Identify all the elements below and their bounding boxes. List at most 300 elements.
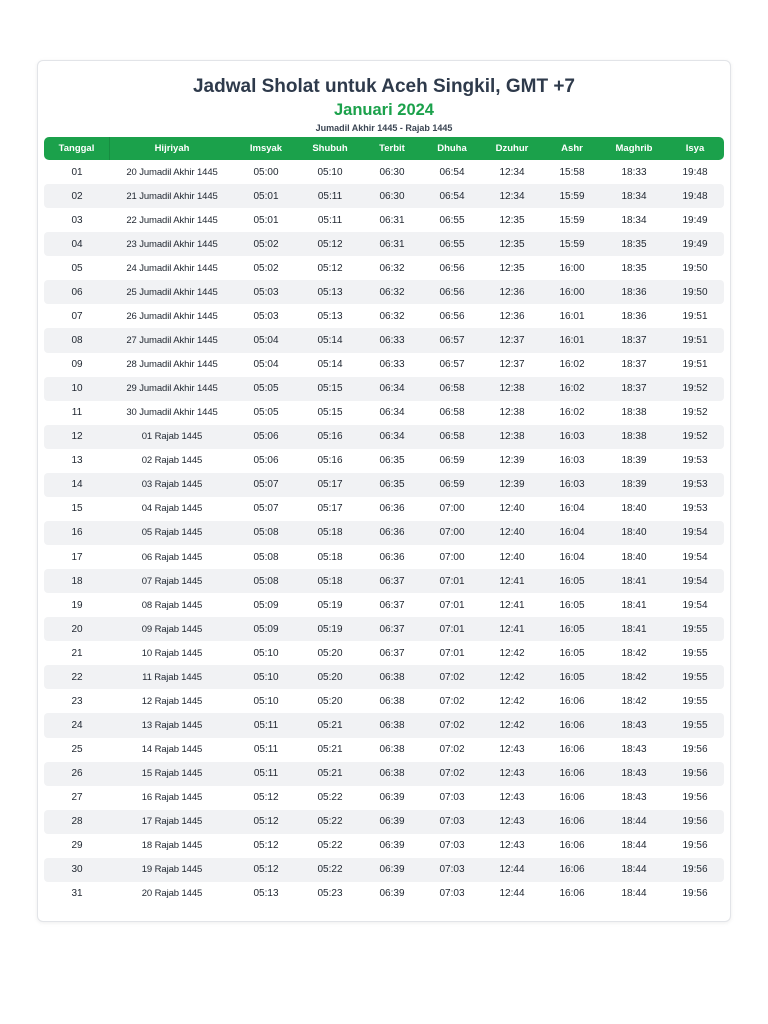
cell-dhuha: 06:58 bbox=[439, 407, 465, 419]
cell-shubuh: 05:20 bbox=[317, 647, 343, 659]
cell-maghrib: 18:42 bbox=[621, 647, 647, 659]
cell-dzuhur: 12:37 bbox=[499, 334, 525, 346]
cell-imsyak: 05:05 bbox=[253, 407, 279, 419]
cell-isya: 19:56 bbox=[682, 768, 708, 780]
table-row bbox=[44, 184, 724, 208]
cell-dzuhur: 12:43 bbox=[499, 768, 525, 780]
cell-dhuha: 06:57 bbox=[439, 334, 465, 346]
cell-tanggal: 10 bbox=[71, 383, 83, 395]
hijri-range: Jumadil Akhir 1445 - Rajab 1445 bbox=[315, 123, 453, 133]
cell-terbit: 06:37 bbox=[379, 623, 405, 635]
cell-ashr: 15:58 bbox=[559, 166, 585, 178]
cell-imsyak: 05:11 bbox=[253, 768, 279, 780]
cell-ashr: 16:04 bbox=[559, 527, 585, 539]
cell-imsyak: 05:03 bbox=[253, 286, 279, 298]
cell-maghrib: 18:35 bbox=[621, 238, 647, 250]
cell-shubuh: 05:16 bbox=[317, 455, 343, 467]
cell-isya: 19:56 bbox=[682, 816, 708, 828]
cell-isya: 19:56 bbox=[682, 744, 708, 756]
cell-tanggal: 16 bbox=[71, 527, 83, 539]
cell-imsyak: 05:13 bbox=[253, 888, 279, 900]
cell-terbit: 06:32 bbox=[379, 262, 405, 274]
cell-imsyak: 05:06 bbox=[253, 431, 279, 443]
cell-terbit: 06:34 bbox=[379, 383, 405, 395]
cell-hijriyah: 04 Rajab 1445 bbox=[141, 503, 203, 515]
cell-isya: 19:56 bbox=[682, 792, 708, 804]
cell-terbit: 06:38 bbox=[379, 671, 405, 683]
table-row bbox=[44, 208, 724, 232]
cell-tanggal: 03 bbox=[71, 214, 83, 226]
header-maghrib: Maghrib bbox=[615, 143, 653, 154]
cell-dhuha: 06:57 bbox=[439, 359, 465, 371]
cell-dhuha: 06:55 bbox=[439, 238, 465, 250]
schedule-card bbox=[37, 60, 731, 922]
cell-maghrib: 18:40 bbox=[621, 503, 647, 515]
cell-isya: 19:55 bbox=[682, 647, 708, 659]
cell-terbit: 06:39 bbox=[379, 888, 405, 900]
cell-dhuha: 07:03 bbox=[439, 816, 465, 828]
cell-ashr: 16:06 bbox=[559, 792, 585, 804]
cell-isya: 19:55 bbox=[682, 623, 708, 635]
cell-hijriyah: 22 Jumadil Akhir 1445 bbox=[126, 214, 218, 226]
cell-hijriyah: 15 Rajab 1445 bbox=[141, 768, 203, 780]
cell-shubuh: 05:19 bbox=[317, 599, 343, 611]
cell-maghrib: 18:38 bbox=[621, 407, 647, 419]
cell-ashr: 16:00 bbox=[559, 262, 585, 274]
cell-isya: 19:53 bbox=[682, 455, 708, 467]
cell-maghrib: 18:44 bbox=[621, 888, 647, 900]
cell-hijriyah: 18 Rajab 1445 bbox=[141, 840, 203, 852]
cell-tanggal: 18 bbox=[71, 575, 83, 587]
cell-ashr: 15:59 bbox=[559, 190, 585, 202]
cell-tanggal: 20 bbox=[71, 623, 83, 635]
cell-isya: 19:48 bbox=[682, 166, 708, 178]
cell-dzuhur: 12:44 bbox=[499, 888, 525, 900]
table-row bbox=[44, 425, 724, 449]
cell-imsyak: 05:10 bbox=[253, 671, 279, 683]
header-isya: Isya bbox=[685, 143, 705, 154]
cell-isya: 19:50 bbox=[682, 286, 708, 298]
table-row bbox=[44, 280, 724, 304]
cell-ashr: 16:05 bbox=[559, 671, 585, 683]
cell-ashr: 16:06 bbox=[559, 768, 585, 780]
cell-shubuh: 05:12 bbox=[317, 238, 343, 250]
header-hijriyah: Hijriyah bbox=[154, 143, 190, 154]
cell-shubuh: 05:13 bbox=[317, 286, 343, 298]
cell-ashr: 16:05 bbox=[559, 575, 585, 587]
cell-maghrib: 18:41 bbox=[621, 599, 647, 611]
cell-dzuhur: 12:43 bbox=[499, 816, 525, 828]
cell-imsyak: 05:05 bbox=[253, 383, 279, 395]
cell-tanggal: 04 bbox=[71, 238, 83, 250]
cell-dzuhur: 12:41 bbox=[499, 623, 525, 635]
table-row bbox=[44, 738, 724, 762]
cell-maghrib: 18:43 bbox=[621, 768, 647, 780]
cell-maghrib: 18:43 bbox=[621, 744, 647, 756]
cell-imsyak: 05:01 bbox=[253, 214, 279, 226]
table-row bbox=[44, 665, 724, 689]
cell-tanggal: 05 bbox=[71, 262, 83, 274]
cell-terbit: 06:34 bbox=[379, 431, 405, 443]
cell-hijriyah: 17 Rajab 1445 bbox=[141, 816, 203, 828]
cell-shubuh: 05:19 bbox=[317, 623, 343, 635]
header-dhuha: Dhuha bbox=[437, 143, 467, 154]
cell-shubuh: 05:16 bbox=[317, 431, 343, 443]
cell-maghrib: 18:44 bbox=[621, 840, 647, 852]
table-row bbox=[44, 449, 724, 473]
cell-imsyak: 05:08 bbox=[253, 575, 279, 587]
header-ashr: Ashr bbox=[561, 143, 583, 154]
cell-maghrib: 18:36 bbox=[621, 310, 647, 322]
cell-isya: 19:53 bbox=[682, 503, 708, 515]
cell-terbit: 06:37 bbox=[379, 647, 405, 659]
cell-shubuh: 05:17 bbox=[317, 503, 343, 515]
cell-shubuh: 05:11 bbox=[317, 190, 343, 202]
table-row bbox=[44, 713, 724, 737]
cell-terbit: 06:36 bbox=[379, 527, 405, 539]
cell-terbit: 06:39 bbox=[379, 792, 405, 804]
cell-tanggal: 11 bbox=[71, 407, 83, 419]
cell-dhuha: 07:02 bbox=[439, 768, 465, 780]
cell-isya: 19:56 bbox=[682, 840, 708, 852]
cell-maghrib: 18:38 bbox=[621, 431, 647, 443]
cell-imsyak: 05:12 bbox=[253, 816, 279, 828]
cell-dhuha: 07:01 bbox=[439, 647, 465, 659]
cell-isya: 19:55 bbox=[682, 695, 708, 707]
cell-isya: 19:54 bbox=[682, 575, 708, 587]
cell-isya: 19:54 bbox=[682, 551, 708, 563]
cell-dzuhur: 12:40 bbox=[499, 503, 525, 515]
cell-imsyak: 05:10 bbox=[253, 695, 279, 707]
cell-ashr: 16:06 bbox=[559, 719, 585, 731]
cell-terbit: 06:32 bbox=[379, 286, 405, 298]
cell-isya: 19:54 bbox=[682, 527, 708, 539]
page-title: Jadwal Sholat untuk Aceh Singkil, GMT +7 bbox=[192, 76, 575, 97]
cell-dhuha: 06:56 bbox=[439, 286, 465, 298]
cell-terbit: 06:37 bbox=[379, 575, 405, 587]
cell-tanggal: 21 bbox=[71, 647, 83, 659]
cell-dzuhur: 12:36 bbox=[499, 310, 525, 322]
cell-shubuh: 05:22 bbox=[317, 816, 343, 828]
cell-dzuhur: 12:42 bbox=[499, 671, 525, 683]
cell-terbit: 06:38 bbox=[379, 719, 405, 731]
cell-dzuhur: 12:38 bbox=[499, 407, 525, 419]
cell-ashr: 16:02 bbox=[559, 383, 585, 395]
cell-isya: 19:51 bbox=[682, 334, 708, 346]
cell-maghrib: 18:34 bbox=[621, 190, 647, 202]
cell-dhuha: 06:55 bbox=[439, 214, 465, 226]
cell-maghrib: 18:40 bbox=[621, 551, 647, 563]
cell-imsyak: 05:00 bbox=[253, 166, 279, 178]
cell-shubuh: 05:12 bbox=[317, 262, 343, 274]
cell-hijriyah: 21 Jumadil Akhir 1445 bbox=[126, 190, 218, 202]
table-row bbox=[44, 256, 724, 280]
cell-dzuhur: 12:39 bbox=[499, 479, 525, 491]
cell-dzuhur: 12:36 bbox=[499, 286, 525, 298]
cell-shubuh: 05:15 bbox=[317, 383, 343, 395]
cell-ashr: 16:01 bbox=[559, 310, 585, 322]
cell-dzuhur: 12:35 bbox=[499, 238, 525, 250]
cell-hijriyah: 14 Rajab 1445 bbox=[141, 744, 203, 756]
cell-tanggal: 15 bbox=[71, 503, 83, 515]
cell-imsyak: 05:02 bbox=[253, 262, 279, 274]
cell-tanggal: 25 bbox=[71, 744, 83, 756]
table-row bbox=[44, 834, 724, 858]
cell-terbit: 06:36 bbox=[379, 503, 405, 515]
cell-hijriyah: 11 Rajab 1445 bbox=[142, 671, 202, 683]
cell-dzuhur: 12:42 bbox=[499, 695, 525, 707]
cell-dzuhur: 12:42 bbox=[499, 719, 525, 731]
cell-dhuha: 06:58 bbox=[439, 383, 465, 395]
cell-shubuh: 05:18 bbox=[317, 575, 343, 587]
cell-dzuhur: 12:41 bbox=[499, 575, 525, 587]
cell-ashr: 16:06 bbox=[559, 840, 585, 852]
cell-terbit: 06:33 bbox=[379, 359, 405, 371]
cell-hijriyah: 09 Rajab 1445 bbox=[141, 623, 203, 635]
cell-ashr: 16:04 bbox=[559, 503, 585, 515]
cell-dzuhur: 12:38 bbox=[499, 383, 525, 395]
cell-maghrib: 18:36 bbox=[621, 286, 647, 298]
cell-maghrib: 18:37 bbox=[621, 359, 647, 371]
cell-imsyak: 05:12 bbox=[253, 792, 279, 804]
cell-shubuh: 05:10 bbox=[317, 166, 343, 178]
cell-imsyak: 05:10 bbox=[253, 647, 279, 659]
cell-shubuh: 05:14 bbox=[317, 359, 343, 371]
cell-tanggal: 22 bbox=[71, 671, 83, 683]
cell-dzuhur: 12:35 bbox=[499, 214, 525, 226]
cell-dhuha: 07:03 bbox=[439, 888, 465, 900]
cell-imsyak: 05:09 bbox=[253, 599, 279, 611]
cell-hijriyah: 08 Rajab 1445 bbox=[141, 599, 203, 611]
cell-dhuha: 07:00 bbox=[439, 551, 465, 563]
cell-shubuh: 05:17 bbox=[317, 479, 343, 491]
cell-hijriyah: 06 Rajab 1445 bbox=[141, 551, 203, 563]
cell-dzuhur: 12:39 bbox=[499, 455, 525, 467]
cell-terbit: 06:34 bbox=[379, 407, 405, 419]
cell-dhuha: 06:56 bbox=[439, 310, 465, 322]
cell-dhuha: 07:02 bbox=[439, 744, 465, 756]
header-shubuh: Shubuh bbox=[312, 143, 348, 154]
cell-isya: 19:54 bbox=[682, 599, 708, 611]
cell-dzuhur: 12:38 bbox=[499, 431, 525, 443]
cell-ashr: 16:00 bbox=[559, 286, 585, 298]
cell-terbit: 06:38 bbox=[379, 744, 405, 756]
cell-maghrib: 18:42 bbox=[621, 695, 647, 707]
header-dzuhur: Dzuhur bbox=[495, 143, 529, 154]
table-row bbox=[44, 521, 724, 545]
table-row bbox=[44, 232, 724, 256]
cell-dzuhur: 12:34 bbox=[499, 166, 525, 178]
cell-isya: 19:51 bbox=[682, 359, 708, 371]
cell-isya: 19:52 bbox=[682, 383, 708, 395]
cell-dzuhur: 12:43 bbox=[499, 840, 525, 852]
cell-imsyak: 05:01 bbox=[253, 190, 279, 202]
header-tanggal: Tanggal bbox=[44, 137, 110, 160]
cell-dzuhur: 12:34 bbox=[499, 190, 525, 202]
cell-imsyak: 05:04 bbox=[253, 359, 279, 371]
cell-tanggal: 06 bbox=[71, 286, 83, 298]
cell-dhuha: 07:01 bbox=[439, 599, 465, 611]
table-row bbox=[44, 160, 724, 184]
cell-hijriyah: 24 Jumadil Akhir 1445 bbox=[126, 262, 218, 274]
cell-isya: 19:55 bbox=[682, 671, 708, 683]
cell-hijriyah: 27 Jumadil Akhir 1445 bbox=[126, 334, 218, 346]
table-header bbox=[44, 137, 724, 160]
table-row bbox=[44, 641, 724, 665]
cell-imsyak: 05:11 bbox=[253, 719, 279, 731]
cell-dzuhur: 12:44 bbox=[499, 864, 525, 876]
cell-hijriyah: 29 Jumadil Akhir 1445 bbox=[126, 383, 218, 395]
cell-dhuha: 07:01 bbox=[439, 623, 465, 635]
cell-imsyak: 05:12 bbox=[253, 840, 279, 852]
cell-dhuha: 07:03 bbox=[439, 840, 465, 852]
cell-imsyak: 05:08 bbox=[253, 551, 279, 563]
month-subtitle: Januari 2024 bbox=[334, 101, 434, 119]
cell-hijriyah: 03 Rajab 1445 bbox=[141, 479, 203, 491]
schedule-body bbox=[44, 160, 724, 906]
table-row bbox=[44, 569, 724, 593]
cell-isya: 19:49 bbox=[682, 214, 708, 226]
table-row bbox=[44, 497, 724, 521]
cell-maghrib: 18:42 bbox=[621, 671, 647, 683]
cell-shubuh: 05:20 bbox=[317, 671, 343, 683]
table-row bbox=[44, 617, 724, 641]
cell-tanggal: 30 bbox=[71, 864, 83, 876]
cell-dhuha: 06:59 bbox=[439, 455, 465, 467]
cell-terbit: 06:30 bbox=[379, 166, 405, 178]
cell-maghrib: 18:44 bbox=[621, 864, 647, 876]
cell-shubuh: 05:23 bbox=[317, 888, 343, 900]
cell-tanggal: 07 bbox=[71, 310, 83, 322]
cell-ashr: 16:05 bbox=[559, 647, 585, 659]
cell-imsyak: 05:02 bbox=[253, 238, 279, 250]
cell-imsyak: 05:11 bbox=[253, 744, 279, 756]
cell-tanggal: 17 bbox=[71, 551, 83, 563]
cell-hijriyah: 05 Rajab 1445 bbox=[141, 527, 203, 539]
cell-shubuh: 05:21 bbox=[317, 744, 343, 756]
cell-tanggal: 08 bbox=[71, 334, 83, 346]
cell-terbit: 06:39 bbox=[379, 840, 405, 852]
cell-imsyak: 05:07 bbox=[253, 503, 279, 515]
cell-dzuhur: 12:43 bbox=[499, 792, 525, 804]
cell-isya: 19:51 bbox=[682, 310, 708, 322]
cell-ashr: 16:02 bbox=[559, 407, 585, 419]
cell-imsyak: 05:07 bbox=[253, 479, 279, 491]
cell-dzuhur: 12:40 bbox=[499, 551, 525, 563]
cell-hijriyah: 25 Jumadil Akhir 1445 bbox=[126, 286, 218, 298]
table-row bbox=[44, 353, 724, 377]
cell-dhuha: 06:54 bbox=[439, 166, 465, 178]
cell-maghrib: 18:40 bbox=[621, 527, 647, 539]
cell-dhuha: 06:59 bbox=[439, 479, 465, 491]
cell-tanggal: 27 bbox=[71, 792, 83, 804]
cell-terbit: 06:36 bbox=[379, 551, 405, 563]
cell-isya: 19:53 bbox=[682, 479, 708, 491]
table-row bbox=[44, 401, 724, 425]
table-row bbox=[44, 810, 724, 834]
cell-ashr: 16:01 bbox=[559, 334, 585, 346]
cell-isya: 19:56 bbox=[682, 864, 708, 876]
cell-tanggal: 13 bbox=[71, 455, 83, 467]
cell-ashr: 16:06 bbox=[559, 744, 585, 756]
cell-dhuha: 06:54 bbox=[439, 190, 465, 202]
cell-hijriyah: 02 Rajab 1445 bbox=[141, 455, 203, 467]
cell-ashr: 15:59 bbox=[559, 214, 585, 226]
cell-maghrib: 18:35 bbox=[621, 262, 647, 274]
cell-isya: 19:52 bbox=[682, 407, 708, 419]
table-row bbox=[44, 377, 724, 401]
cell-maghrib: 18:44 bbox=[621, 816, 647, 828]
cell-hijriyah: 07 Rajab 1445 bbox=[141, 575, 203, 587]
cell-ashr: 16:03 bbox=[559, 455, 585, 467]
cell-terbit: 06:33 bbox=[379, 334, 405, 346]
cell-dzuhur: 12:35 bbox=[499, 262, 525, 274]
header-imsyak: Imsyak bbox=[249, 143, 283, 154]
cell-dhuha: 07:00 bbox=[439, 503, 465, 515]
cell-dzuhur: 12:40 bbox=[499, 527, 525, 539]
cell-ashr: 16:05 bbox=[559, 623, 585, 635]
cell-isya: 19:55 bbox=[682, 719, 708, 731]
cell-imsyak: 05:09 bbox=[253, 623, 279, 635]
cell-hijriyah: 13 Rajab 1445 bbox=[141, 719, 203, 731]
cell-shubuh: 05:21 bbox=[317, 719, 343, 731]
cell-hijriyah: 28 Jumadil Akhir 1445 bbox=[126, 359, 218, 371]
cell-shubuh: 05:18 bbox=[317, 551, 343, 563]
cell-ashr: 16:04 bbox=[559, 551, 585, 563]
cell-imsyak: 05:06 bbox=[253, 455, 279, 467]
cell-shubuh: 05:14 bbox=[317, 334, 343, 346]
cell-tanggal: 29 bbox=[71, 840, 83, 852]
table-row bbox=[44, 545, 724, 569]
table-row bbox=[44, 473, 724, 497]
table-row bbox=[44, 858, 724, 882]
cell-shubuh: 05:13 bbox=[317, 310, 343, 322]
cell-dhuha: 07:02 bbox=[439, 719, 465, 731]
cell-terbit: 06:35 bbox=[379, 479, 405, 491]
cell-shubuh: 05:22 bbox=[317, 792, 343, 804]
cell-hijriyah: 23 Jumadil Akhir 1445 bbox=[126, 238, 218, 250]
cell-ashr: 16:03 bbox=[559, 479, 585, 491]
cell-hijriyah: 16 Rajab 1445 bbox=[141, 792, 203, 804]
cell-dhuha: 07:02 bbox=[439, 671, 465, 683]
cell-hijriyah: 26 Jumadil Akhir 1445 bbox=[126, 310, 218, 322]
cell-ashr: 16:06 bbox=[559, 888, 585, 900]
cell-hijriyah: 01 Rajab 1445 bbox=[141, 431, 203, 443]
cell-dzuhur: 12:41 bbox=[499, 599, 525, 611]
cell-dhuha: 07:02 bbox=[439, 695, 465, 707]
cell-terbit: 06:38 bbox=[379, 768, 405, 780]
cell-terbit: 06:37 bbox=[379, 599, 405, 611]
table-row bbox=[44, 689, 724, 713]
table-row bbox=[44, 328, 724, 352]
cell-dhuha: 06:58 bbox=[439, 431, 465, 443]
cell-dzuhur: 12:42 bbox=[499, 647, 525, 659]
cell-maghrib: 18:43 bbox=[621, 719, 647, 731]
cell-dzuhur: 12:37 bbox=[499, 359, 525, 371]
cell-ashr: 16:06 bbox=[559, 864, 585, 876]
cell-isya: 19:56 bbox=[682, 888, 708, 900]
cell-imsyak: 05:08 bbox=[253, 527, 279, 539]
table-row bbox=[44, 593, 724, 617]
cell-dhuha: 07:03 bbox=[439, 792, 465, 804]
cell-isya: 19:52 bbox=[682, 431, 708, 443]
table-row bbox=[44, 786, 724, 810]
cell-maghrib: 18:39 bbox=[621, 455, 647, 467]
cell-tanggal: 26 bbox=[71, 768, 83, 780]
cell-isya: 19:50 bbox=[682, 262, 708, 274]
cell-terbit: 06:32 bbox=[379, 310, 405, 322]
cell-hijriyah: 20 Jumadil Akhir 1445 bbox=[126, 166, 218, 178]
